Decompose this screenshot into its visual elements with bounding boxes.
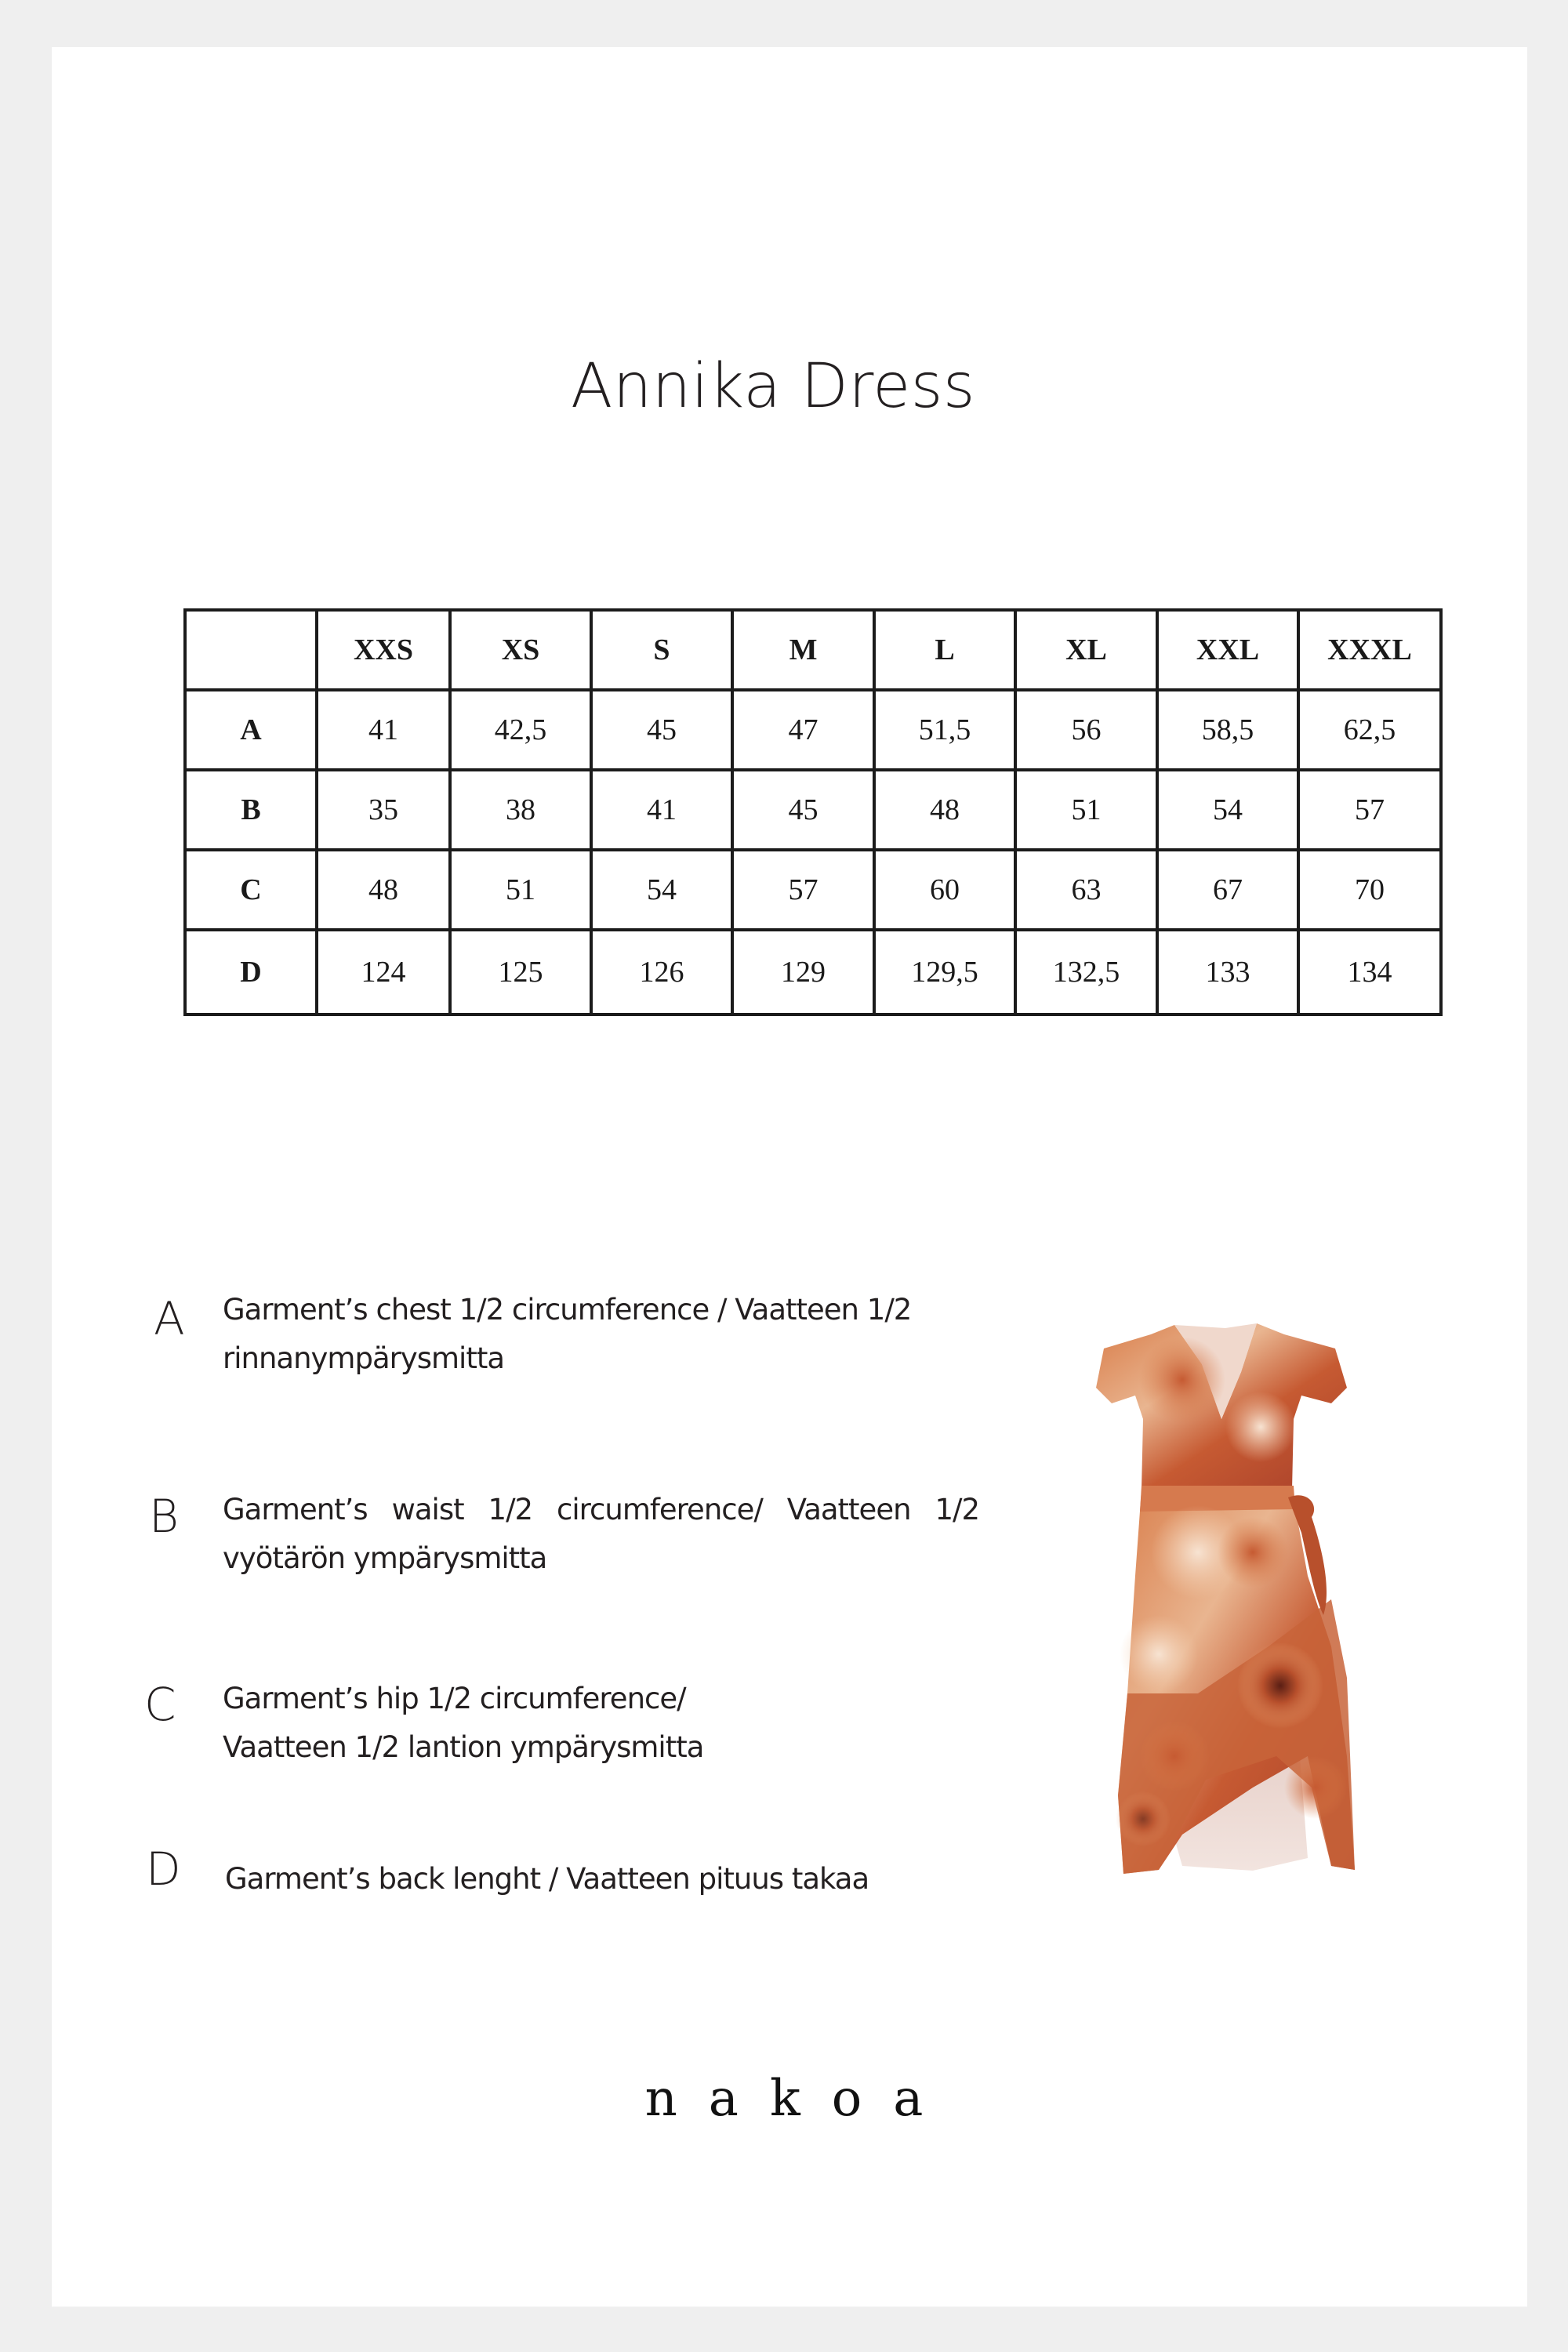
size-header-xxxl: XXXL <box>1298 610 1441 690</box>
table-corner-cell <box>185 610 317 690</box>
size-header-xl: XL <box>1015 610 1157 690</box>
legend-line: Garment’s back lenght / Vaatteen pituus takaa <box>225 1862 869 1896</box>
legend-text-a <box>223 1286 1007 1383</box>
table-cell: 41 <box>591 770 732 850</box>
table-row <box>185 850 1441 930</box>
table-cell: 57 <box>732 850 874 930</box>
size-header-xxs: XXS <box>317 610 450 690</box>
size-header-xs: XS <box>450 610 591 690</box>
row-label-a: A <box>185 690 317 770</box>
table-cell: 133 <box>1157 930 1298 1014</box>
table-cell: 126 <box>591 930 732 1014</box>
table-cell: 56 <box>1015 690 1157 770</box>
table-cell: 62,5 <box>1298 690 1441 770</box>
table-cell: 124 <box>317 930 450 1014</box>
table-cell: 48 <box>874 770 1015 850</box>
table-cell: 35 <box>317 770 450 850</box>
table-row <box>185 930 1441 1014</box>
table-cell: 41 <box>317 690 450 770</box>
table-row <box>185 690 1441 770</box>
table-cell: 134 <box>1298 930 1441 1014</box>
size-header-row <box>185 610 1441 690</box>
table-cell: 51,5 <box>874 690 1015 770</box>
row-label-b: B <box>185 770 317 850</box>
legend-line: Garment’s chest 1/2 circumference / Vaatteen 1/2 <box>223 1293 912 1327</box>
legend-text-c <box>223 1675 1007 1772</box>
dress-belt <box>1140 1486 1295 1512</box>
legend-line: Vaatteen 1/2 lantion ympärysmitta <box>223 1730 704 1764</box>
table-cell: 57 <box>1298 770 1441 850</box>
legend-line: vyötärön ympärysmitta <box>223 1541 547 1575</box>
size-header-m: M <box>732 610 874 690</box>
table-cell: 132,5 <box>1015 930 1157 1014</box>
table-cell: 129 <box>732 930 874 1014</box>
table-cell: 51 <box>1015 770 1157 850</box>
row-label-c: C <box>185 850 317 930</box>
table-cell: 48 <box>317 850 450 930</box>
size-header-s: S <box>591 610 732 690</box>
table-cell: 63 <box>1015 850 1157 930</box>
size-table <box>183 608 1443 1016</box>
table-cell: 54 <box>1157 770 1298 850</box>
table-cell: 45 <box>591 690 732 770</box>
legend-letter-d: D <box>146 1842 181 1896</box>
table-cell: 60 <box>874 850 1015 930</box>
legend-line: rinnanympärysmitta <box>223 1341 505 1375</box>
table-cell: 67 <box>1157 850 1298 930</box>
dress-product-image <box>1096 1317 1363 1897</box>
table-cell: 42,5 <box>450 690 591 770</box>
size-header-xxl: XXL <box>1157 610 1298 690</box>
legend-text-b <box>223 1486 979 1583</box>
table-cell: 129,5 <box>874 930 1015 1014</box>
page-title: Annika Dress <box>571 351 975 422</box>
legend-letter-a: A <box>154 1292 185 1345</box>
table-cell: 125 <box>450 930 591 1014</box>
legend-line: Garment’s waist 1/2 circumference/ Vaatteen 1/2 <box>223 1493 979 1526</box>
table-cell: 38 <box>450 770 591 850</box>
legend-line: Garment’s hip 1/2 circumference/ <box>223 1682 686 1715</box>
table-cell: 45 <box>732 770 874 850</box>
legend-text-d <box>225 1855 1087 1904</box>
brand-logo: nakoa <box>644 2070 955 2128</box>
legend-letter-c: C <box>144 1678 176 1731</box>
table-cell: 47 <box>732 690 874 770</box>
table-cell: 51 <box>450 850 591 930</box>
table-cell: 54 <box>591 850 732 930</box>
table-cell: 58,5 <box>1157 690 1298 770</box>
table-cell: 70 <box>1298 850 1441 930</box>
legend-letter-b: B <box>149 1490 179 1543</box>
row-label-d: D <box>185 930 317 1014</box>
table-row <box>185 770 1441 850</box>
size-header-l: L <box>874 610 1015 690</box>
